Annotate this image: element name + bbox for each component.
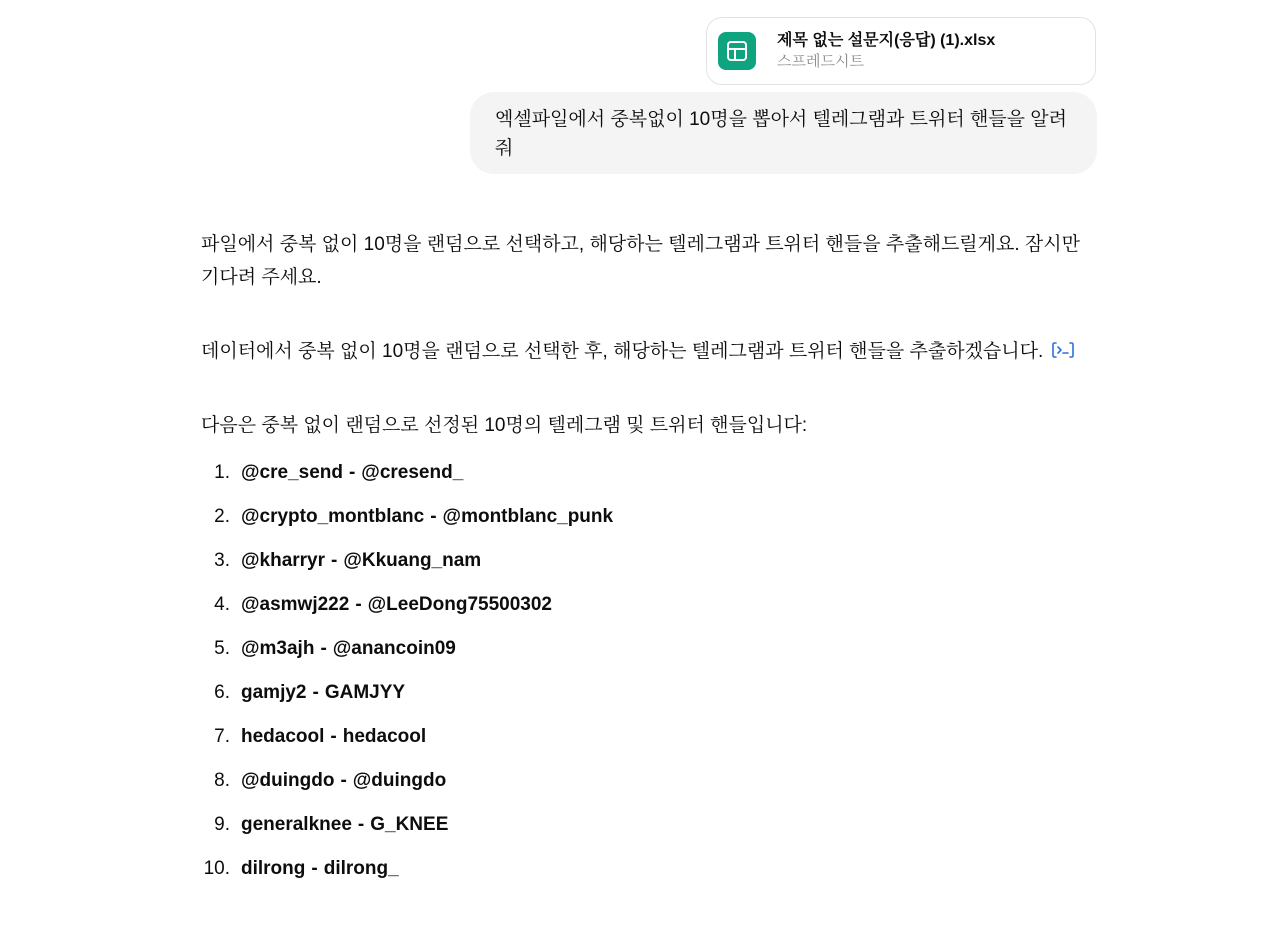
list-item — [201, 670, 1091, 714]
user-message-text: 엑셀파일에서 중복없이 10명을 뽑아서 텔레그램과 트위터 핸들을 알려줘 — [495, 109, 1067, 159]
twitter-handle: @anancoin09 — [332, 637, 456, 659]
handle-separator: - — [311, 857, 318, 879]
handle-separator: - — [355, 593, 362, 615]
list-item — [201, 714, 1091, 758]
telegram-handle: dilrong — [241, 857, 306, 879]
twitter-handle: @LeeDong75500302 — [367, 593, 552, 615]
list-item-number: 9. — [214, 813, 230, 835]
handle-separator: - — [312, 681, 319, 703]
list-item-handles — [241, 852, 399, 885]
telegram-handle: @kharryr — [241, 549, 326, 571]
twitter-handle: dilrong_ — [323, 857, 399, 879]
handle-separator: - — [430, 505, 437, 527]
twitter-handle: G_KNEE — [370, 813, 449, 835]
handle-separator: - — [330, 725, 337, 747]
list-item — [201, 538, 1091, 582]
list-item-handles — [241, 456, 463, 489]
attachment-file-type: 스프레드시트 — [777, 53, 864, 70]
list-item — [201, 802, 1091, 846]
telegram-handle: @crypto_montblanc — [241, 505, 425, 527]
assistant-message — [201, 228, 1091, 890]
list-item-handles — [241, 764, 446, 797]
list-item-number: 6. — [214, 681, 230, 703]
list-item — [201, 758, 1091, 802]
list-item — [201, 626, 1091, 670]
list-item-number: 4. — [214, 593, 230, 615]
list-item — [201, 582, 1091, 626]
list-item-handles — [241, 632, 456, 665]
list-item-handles — [241, 808, 448, 841]
attachment-file-name: 제목 없는 설문지(응답) (1).xlsx — [777, 32, 996, 49]
list-item — [201, 846, 1091, 890]
handle-separator: - — [348, 461, 356, 483]
attachment-meta — [777, 30, 995, 72]
twitter-handle: @Kkuang_nam — [343, 549, 482, 571]
user-message-bubble — [470, 92, 1097, 174]
telegram-handle: @m3ajh — [241, 637, 315, 659]
list-item — [201, 450, 1091, 494]
telegram-handle: @asmwj222 — [241, 593, 350, 615]
assistant-paragraph-2-text: 데이터에서 중복 없이 10명을 랜덤으로 선택한 후, 해당하는 텔레그램과 트위터 핸들을 추출하겠습니다. — [201, 341, 1044, 362]
list-item-handles — [241, 676, 405, 709]
list-item-number: 10. — [203, 857, 230, 879]
telegram-handle: @duingdo — [241, 769, 335, 791]
twitter-handle: GAMJYY — [324, 681, 406, 703]
attachment-card[interactable] — [706, 17, 1096, 85]
list-item-number: 5. — [214, 637, 230, 659]
telegram-handle: generalknee — [241, 813, 352, 835]
list-item-number: 2. — [214, 505, 230, 527]
list-item-number: 8. — [214, 769, 230, 791]
list-item-number: 7. — [214, 725, 230, 747]
handle-separator: - — [331, 549, 338, 571]
list-item-handles — [241, 500, 613, 533]
handle-separator: - — [357, 813, 365, 835]
assistant-paragraph-2 — [201, 335, 1091, 368]
handle-separator: - — [320, 637, 327, 659]
list-item — [201, 494, 1091, 538]
telegram-handle: @cre_send — [241, 461, 343, 483]
handle-list — [201, 450, 1091, 890]
spreadsheet-icon — [718, 32, 756, 70]
list-item-handles — [241, 588, 552, 621]
twitter-handle: @duingdo — [352, 769, 447, 791]
assistant-paragraph-3: 다음은 중복 없이 랜덤으로 선정된 10명의 텔레그램 및 트위터 핸들입니다: — [201, 415, 808, 436]
twitter-handle: hedacool — [342, 725, 427, 747]
assistant-paragraph-1: 파일에서 중복 없이 10명을 랜덤으로 선택하고, 해당하는 텔레그램과 트위터 핸들을 추출해드릴게요. 잠시만 기다려 주세요. — [201, 234, 1080, 288]
list-item-handles — [241, 544, 481, 577]
twitter-handle: @cresend_ — [361, 461, 464, 483]
twitter-handle: @montblanc_punk — [442, 505, 614, 527]
list-item-number: 3. — [214, 549, 230, 571]
list-item-handles — [241, 720, 426, 753]
telegram-handle: hedacool — [241, 725, 325, 747]
list-item-number: 1. — [214, 461, 230, 483]
telegram-handle: gamjy2 — [241, 681, 307, 703]
handle-separator: - — [340, 769, 347, 791]
code-interpreter-icon[interactable] — [1051, 340, 1075, 360]
